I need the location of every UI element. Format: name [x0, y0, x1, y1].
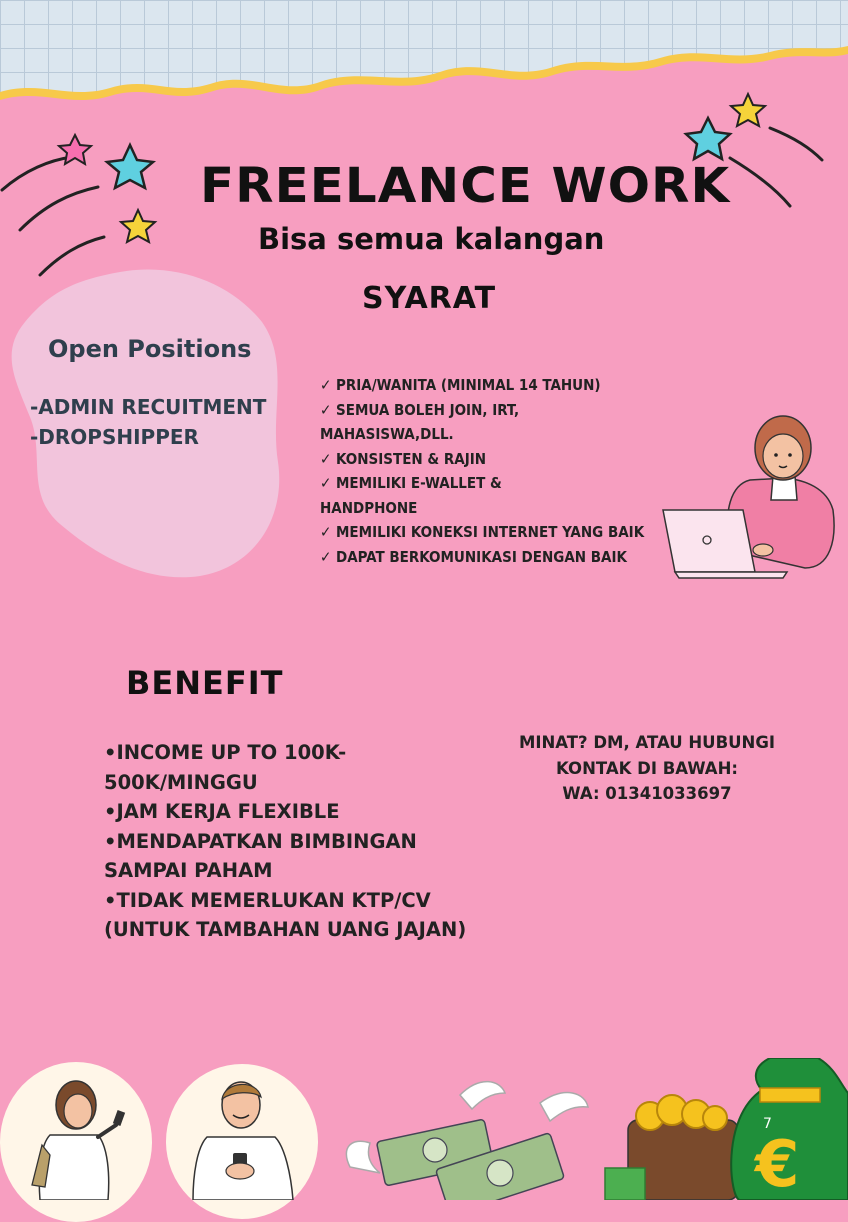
star-icon: [686, 118, 730, 159]
contact-info: [500, 730, 794, 807]
requirement-line: ✓ PRIA/WANITA (MINIMAL 14 TAHUN): [320, 376, 601, 394]
star-icon: [731, 94, 765, 126]
page-subtitle: Bisa semua kalangan: [258, 222, 605, 256]
money-bag-illustration: [600, 1058, 848, 1200]
boy-phone-illustration: [185, 1075, 300, 1200]
benefit-line: •JAM KERJA FLEXIBLE: [104, 800, 340, 823]
requirement-line: ✓ DAPAT BERKOMUNIKASI DENGAN BAIK: [320, 547, 627, 566]
star-icon: [107, 145, 153, 188]
person-laptop-illustration: [655, 400, 845, 585]
benefit-line: (UNTUK TAMBAHAN UANG JAJAN): [104, 918, 467, 941]
star-icon: [121, 210, 155, 242]
stars-left-decoration: [0, 125, 170, 285]
open-positions-list: [30, 392, 266, 452]
position-item: -ADMIN RECUITMENT: [30, 395, 267, 419]
flying-money-illustration: [340, 1075, 595, 1200]
girl-phone-illustration: [20, 1075, 140, 1200]
requirement-line: ✓ KONSISTEN & RAJIN: [320, 449, 487, 468]
requirement-line: ✓ SEMUA BOLEH JOIN, IRT,: [320, 400, 520, 419]
page-title: FREELANCE WORK: [200, 158, 731, 214]
benefit-line: •MENDAPATKAN BIMBINGAN: [104, 829, 417, 853]
benefit-line: •INCOME UP TO 100K-: [104, 741, 347, 764]
benefit-line: 500K/MINGGU: [104, 770, 258, 794]
open-positions-heading: Open Positions: [48, 335, 252, 363]
benefit-heading: BENEFIT: [126, 664, 284, 702]
requirements-heading: SYARAT: [362, 281, 497, 316]
contact-line: WA: 01341033697: [562, 784, 732, 803]
requirements-list: [320, 373, 665, 569]
euro-symbol: €: [755, 1128, 800, 1200]
money-bag-tag: 7: [763, 1116, 772, 1132]
requirement-line: MAHASISWA,DLL.: [320, 425, 454, 443]
requirement-line: HANDPHONE: [320, 498, 418, 517]
benefit-line: SAMPAI PAHAM: [104, 859, 273, 882]
benefit-list: [104, 738, 467, 945]
contact-line: MINAT? DM, ATAU HUBUNGI: [518, 733, 776, 752]
contact-line: KONTAK DI BAWAH:: [556, 758, 738, 778]
benefit-line: •TIDAK MEMERLUKAN KTP/CV: [104, 888, 431, 912]
requirement-line: ✓ MEMILIKI KONEKSI INTERNET YANG BAIK: [320, 523, 645, 541]
requirement-line: ✓ MEMILIKI E-WALLET &: [320, 474, 502, 492]
position-item: -DROPSHIPPER: [30, 425, 199, 449]
